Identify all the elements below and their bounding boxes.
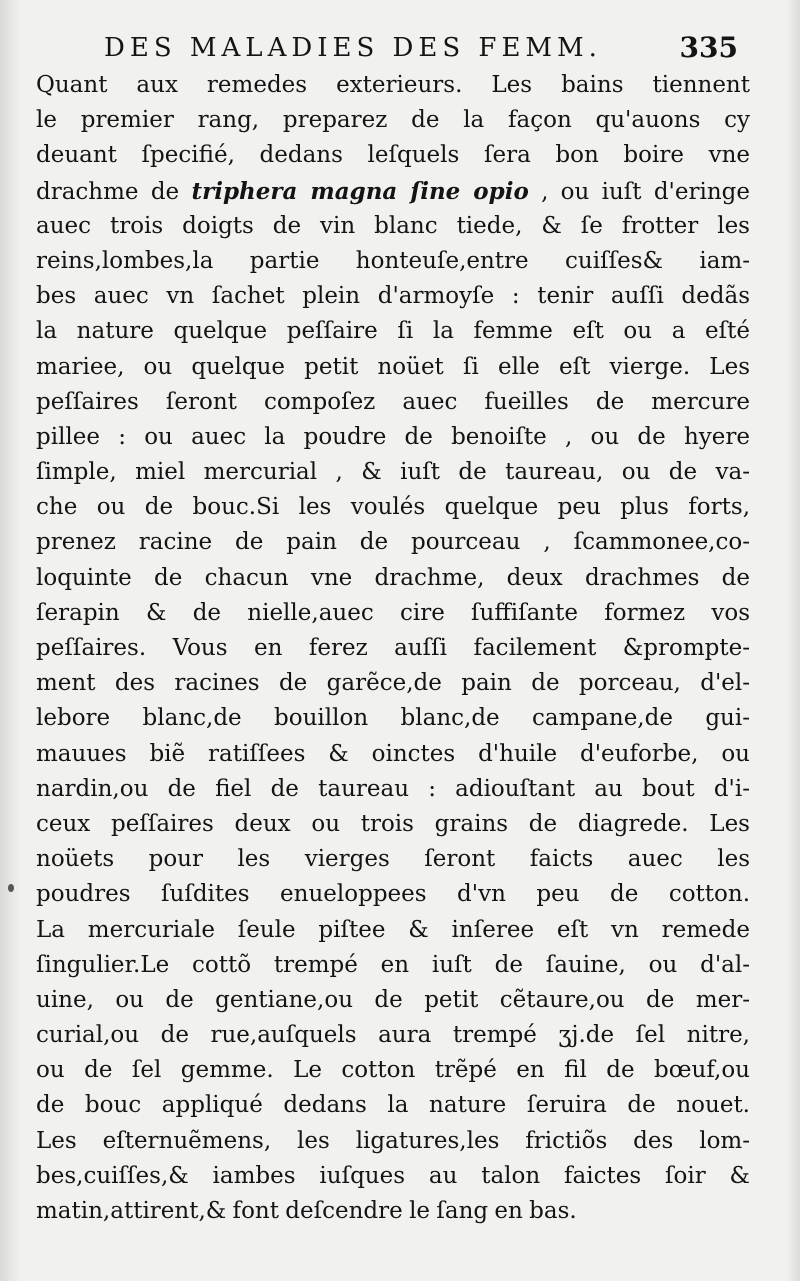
text-line: reins,lombes,la partie honteuſe,entre cuiſſes& iam- [36, 247, 750, 274]
text-line: uine, ou de gentiane,ou de petit cẽtaure,ou de mer- [36, 986, 750, 1013]
text-line: noüets pour les vierges ſeront faicts auec les [36, 846, 750, 873]
text-line: bes,cuiſſes,& iambes iuſques au talon faictes ſoir & [36, 1162, 750, 1189]
text-line: la nature quelque peſſaire ſi la femme eſt ou a eſté [36, 318, 750, 345]
text-line: ſingulier.Le cottõ trempé en iuſt de ſauine, ou d'al- [36, 951, 750, 978]
text-line: matin,attirent,& font deſcendre le ſang en bas. [36, 1198, 577, 1224]
page-edge-shadow-left [0, 0, 20, 1281]
running-header: DES MALADIES DES FEMM. [104, 33, 602, 63]
text-line: pillee : ou auec la poudre de benoiſte , ou de hyere [36, 423, 750, 450]
text-line: bes auec vn ſachet plein d'armoyſe : tenir auſſi dedãs [36, 283, 750, 310]
body-text [36, 68, 750, 1229]
text-line: mariee, ou quelque petit noüet ſi elle eſt vierge. Les [36, 353, 750, 380]
text-line: le premier rang, preparez de la façon qu'auons cy [36, 107, 750, 134]
text-line: La mercuriale ſeule piſtee & inſeree eſt vn remede [36, 916, 750, 943]
text-line: auec trois doigts de vin blanc tiede, & ſe frotter les [36, 212, 750, 239]
text-line: curial,ou de rue,auſquels aura trempé ʒj.de ſel nitre, [36, 1022, 750, 1049]
italic-latin-phrase: triphera magna ſine opio [191, 177, 529, 205]
text-line: loquinte de chacun vne drachme, deux drachmes de [36, 564, 750, 591]
text-line: prenez racine de pain de pourceau , ſcammonee,co- [36, 529, 750, 556]
text-line: ou de ſel gemme. Le cotton trẽpé en fil de bœuf,ou [36, 1057, 750, 1084]
text-line: peſſaires. Vous en ferez auſſi facilement &prompte- [36, 635, 750, 661]
page-number: 335 [679, 31, 738, 64]
text-line: peſſaires ſeront compoſez auec fueilles de mercure [36, 388, 750, 415]
text-line: deuant ſpecifié, dedans leſquels ſera bon boire vne [36, 142, 750, 169]
text-line: de bouc appliqué dedans la nature ſeruira de nouet. [36, 1092, 750, 1119]
text-line: ſerapin & de nielle,auec cire ſuffiſante formez vos [36, 599, 750, 626]
text-line: Quant aux remedes exterieurs. Les bains tiennent [36, 72, 750, 98]
text-line: ſimple, miel mercurial , & iuſt de taureau, ou de va- [36, 459, 750, 486]
text-line: nardin,ou de fiel de taureau : adiouſtant au bout d'i- [36, 775, 750, 802]
text-line: lebore blanc,de bouillon blanc,de campane,de gui- [36, 705, 750, 732]
text-line: che ou de bouc.Si les voulés quelque peu plus forts, [36, 494, 750, 521]
page-edge-shadow-right [786, 0, 800, 1281]
text-line: mauues biẽ ratiſſees & oinctes d'huile d'euforbe, ou [36, 740, 750, 767]
text-line: drachme de triphera magna ſine opio , ou iuſt d'eringe [36, 177, 750, 205]
text-line: poudres ſuſdites enueloppees d'vn peu de cotton. [36, 881, 750, 908]
margin-ink-mark [8, 884, 14, 892]
text-line: Les eſternuẽmens, les ligatures,les frictiõs des lom- [36, 1127, 750, 1154]
text-line: ment des racines de garẽce,de pain de porceau, d'el- [36, 670, 750, 697]
text-line: ceux peſſaires deux ou trois grains de diagrede. Les [36, 810, 750, 837]
